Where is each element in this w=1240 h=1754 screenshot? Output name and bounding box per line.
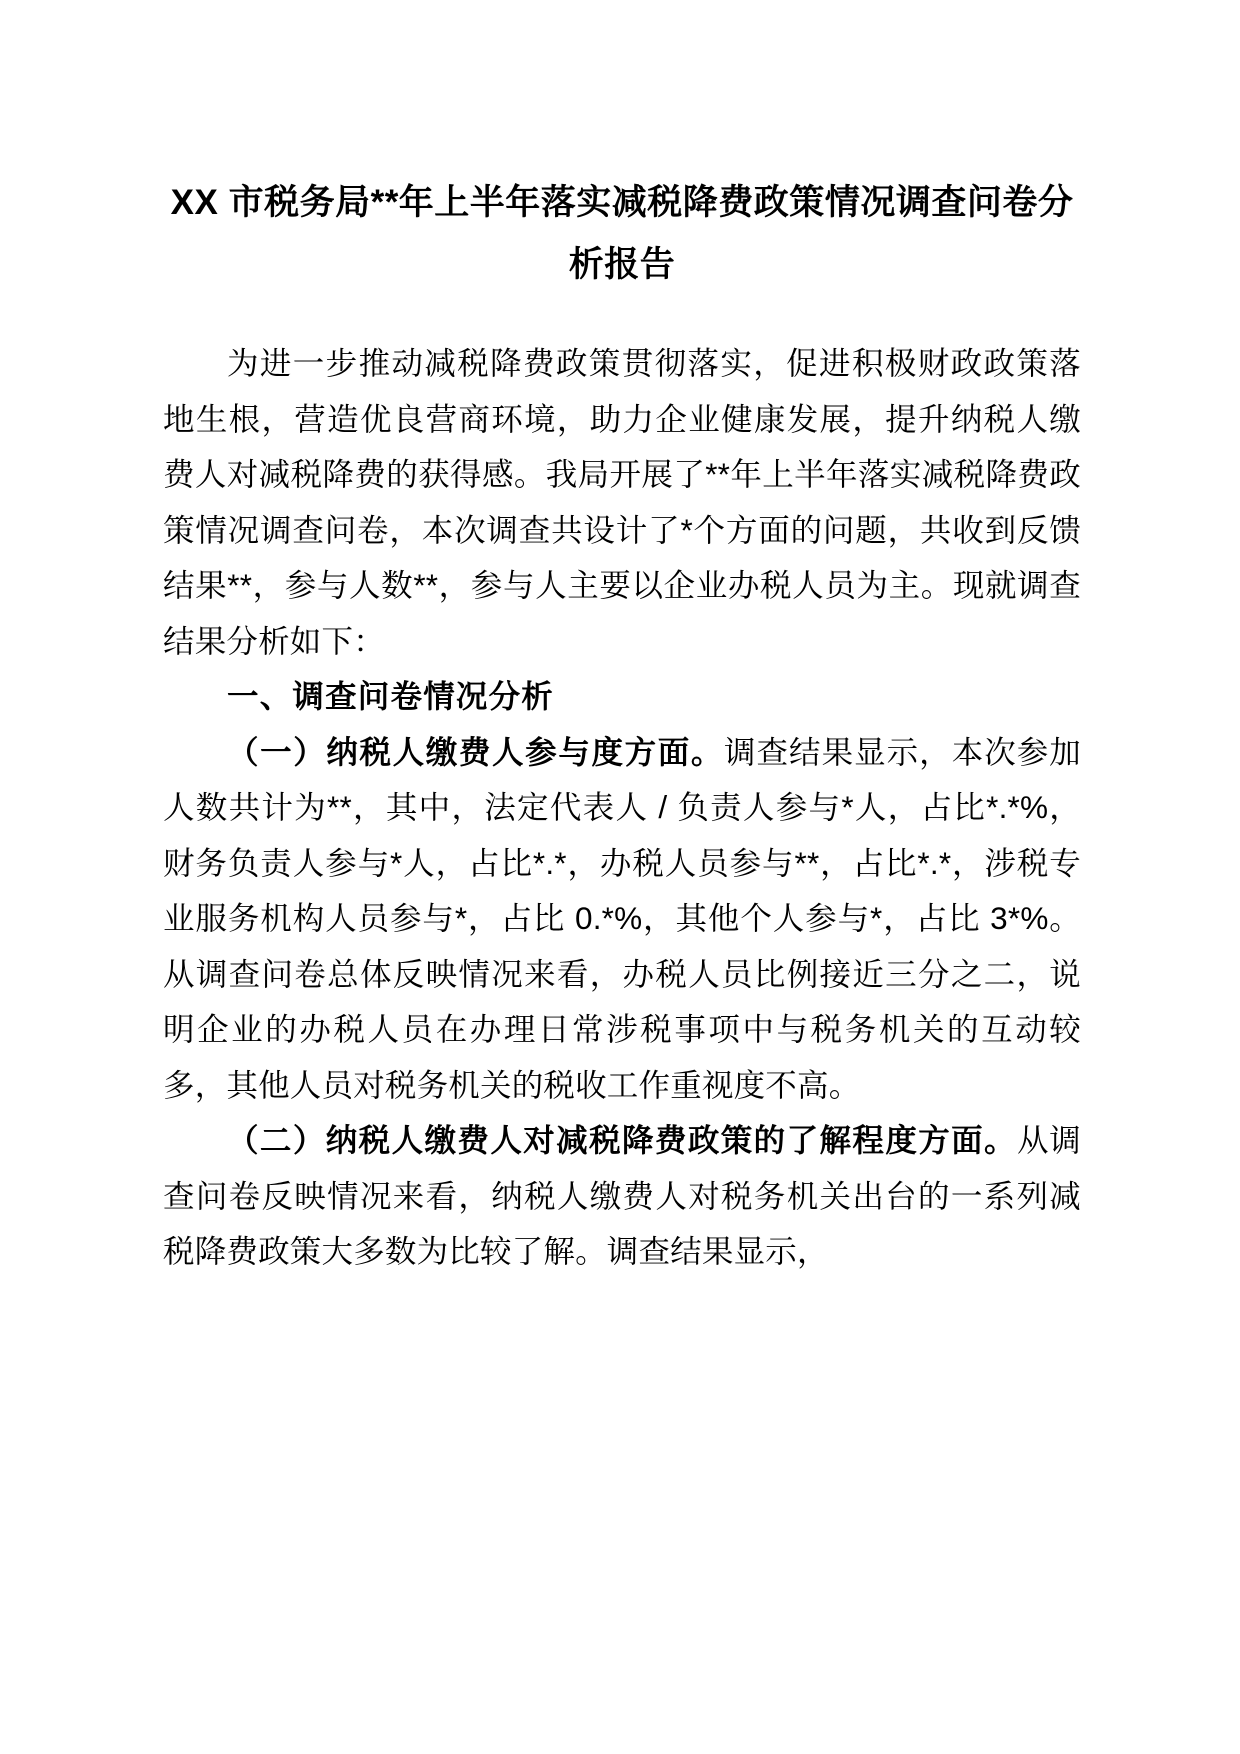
page-title	[163, 0, 1081, 296]
subsection-2-heading: （二）纳税人缴费人对减税降费政策的了解程度方面。	[227, 1122, 1017, 1158]
subsection-1-paragraph	[163, 725, 1081, 1114]
section-heading-1	[163, 669, 1081, 725]
subsection-2-paragraph	[163, 1113, 1081, 1280]
page-title-text: XX 市税务局**年上半年落实减税降费政策情况调查问卷分析报告	[170, 183, 1074, 284]
subsection-1-heading: （一）纳税人缴费人参与度方面。	[227, 733, 724, 770]
intro-paragraph-text: 为进一步推动减税降费政策贯彻落实，促进积极财政政策落地生根，营造优良营商环境，助力企业健康发展，提升纳税人缴费人对减税降费的获得感。我局开展了**年上半年落实减税降费政策情况调查问卷，本次调查共设计了*个方面的问题，共收到反馈结果**，参与人数**，参与人主要以企业办税人员为主。现就调查结果分析如下：	[163, 345, 1081, 659]
subsection-1-body-text: 调查结果显示，本次参加人数共计为**，其中，法定代表人 / 负责人参与*人，占比*.*%，财务负责人参与*人，占比*.*，办税人员参与**，占比*.*，涉税专业服务机构人员参与*，占比 0.*%，其他个人参与*，占比 3*%。从调查问卷总体反映情况来看，办税人员比例接近三分之二，说明企业的办税人员在办理日常涉税事项中与税务机关的互动较多，其他人员对税务机关的税收工作重视度不高。	[163, 733, 1081, 1103]
subsection-2-body-text: 从调查问卷反映情况来看，纳税人缴费人对税务机关出台的一系列减税降费政策大多数为比较了解。调查结果显示，	[163, 1122, 1082, 1269]
intro-paragraph	[163, 336, 1081, 669]
document-content	[163, 0, 1081, 1280]
section-heading-1-text: 一、调查问卷情况分析	[227, 678, 555, 714]
